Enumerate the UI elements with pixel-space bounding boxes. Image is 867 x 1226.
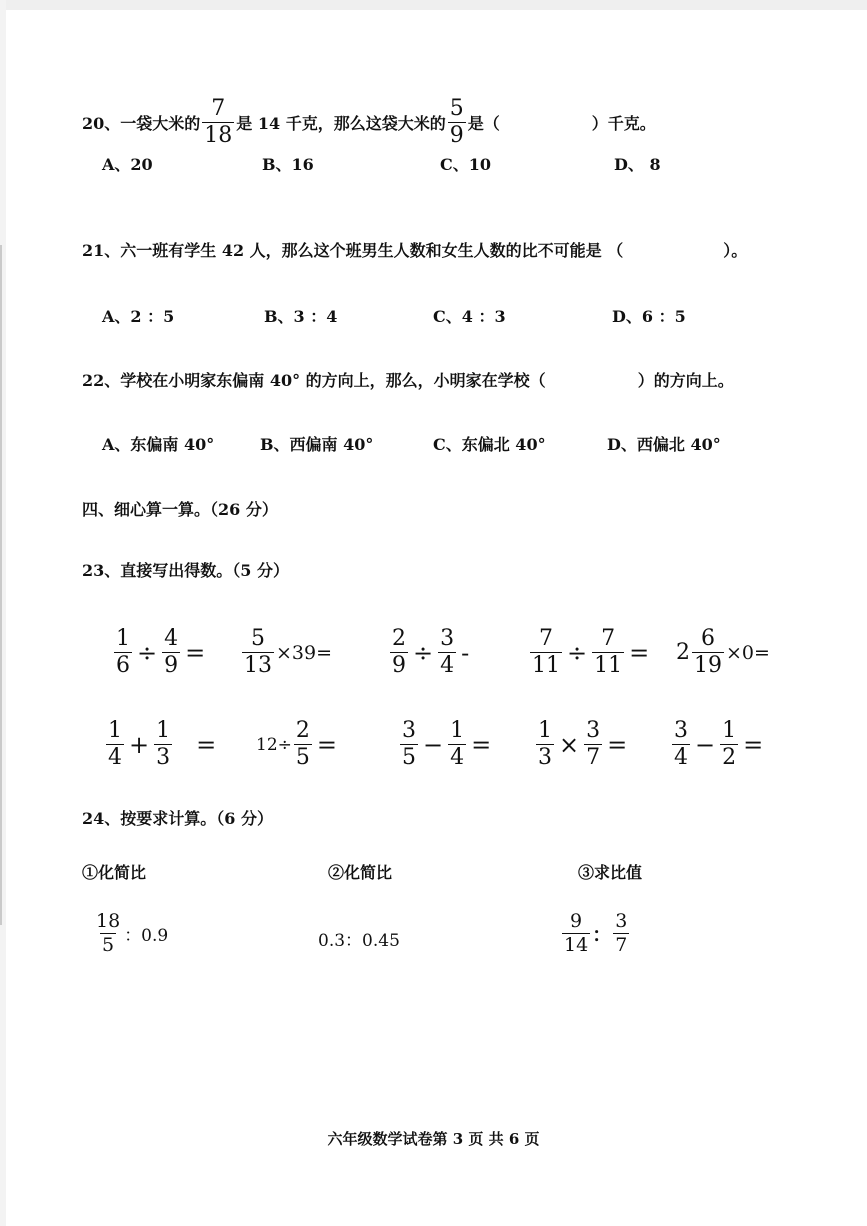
denominator: 6 <box>116 653 130 678</box>
question-20 <box>82 98 656 147</box>
numerator: 7 <box>601 626 616 651</box>
numerator: 3 <box>440 626 455 651</box>
q24-problem-2 <box>318 926 400 951</box>
numerator: 2 <box>392 626 406 651</box>
q20-option-b[interactable]: B、16 <box>262 155 314 174</box>
question-21 <box>82 238 747 261</box>
equals-sign: = <box>185 638 206 667</box>
q20-end: ）千克。 <box>591 114 656 133</box>
numerator: 9 <box>570 910 583 932</box>
numerator: 1 <box>538 718 552 743</box>
q23-item-1 <box>112 628 208 677</box>
q24-problem-1 <box>92 912 168 955</box>
equals-sign: = <box>316 730 337 759</box>
operator: ÷ <box>413 638 434 667</box>
question-22 <box>82 368 734 391</box>
whole-number: 2 <box>676 640 690 665</box>
fraction <box>294 720 312 769</box>
fraction <box>448 720 466 769</box>
fraction <box>162 628 180 677</box>
denominator: 9 <box>392 653 406 678</box>
q24-sub-2: ②化简比 <box>328 863 393 882</box>
denominator: 4 <box>674 745 688 770</box>
operator: + <box>129 730 150 759</box>
denominator: 7 <box>615 934 628 956</box>
denominator: 5 <box>102 934 115 956</box>
q23-item-8 <box>398 720 494 769</box>
denominator: 11 <box>532 653 560 678</box>
fraction <box>584 720 602 769</box>
q20-option-c[interactable]: C、10 <box>440 155 492 174</box>
q20-mid: 是 14 千克，那么这袋大米的 <box>236 114 446 133</box>
fraction <box>562 912 590 955</box>
q22-text: 22、学校在小明家东偏南 40° 的方向上，那么，小明家在学校（ <box>82 371 546 390</box>
operator-text: ×39= <box>276 641 333 664</box>
fraction <box>438 628 456 677</box>
numerator: 1 <box>156 718 171 743</box>
numerator: 5 <box>251 626 265 651</box>
page-footer: 六年级数学试卷第 3 页 共 6 页 <box>327 1130 540 1148</box>
q20-fraction-1 <box>202 98 234 147</box>
q22-option-b[interactable]: B、西偏南 40° <box>260 435 374 454</box>
numerator: 6 <box>701 626 715 651</box>
q23-item-6 <box>104 720 219 769</box>
equals-sign: = <box>607 730 628 759</box>
denominator: 9 <box>164 653 179 678</box>
denominator: 13 <box>244 653 272 678</box>
fraction <box>592 628 624 677</box>
q24-sub-3: ③求比值 <box>578 863 643 882</box>
numerator: 1 <box>108 718 122 743</box>
equals-sign: - <box>461 638 470 667</box>
q20-fraction-2 <box>448 98 466 147</box>
denominator: 11 <box>594 653 623 678</box>
q20-option-d[interactable]: D、 8 <box>614 155 661 174</box>
fraction <box>692 628 724 677</box>
numerator: 2 <box>295 718 310 743</box>
numerator: 3 <box>674 718 688 743</box>
operator-text: ×0= <box>726 641 770 664</box>
numerator: 3 <box>402 718 416 743</box>
numerator: 1 <box>116 626 130 651</box>
equals-sign: = <box>743 730 764 759</box>
q22-end: ）的方向上。 <box>637 371 734 390</box>
q21-text: 21、六一班有学生 42 人，那么这个班男生人数和女生人数的比不可能是 （ <box>82 241 624 260</box>
q23-title: 23、直接写出得数。（5 分） <box>82 561 289 580</box>
q21-option-c[interactable]: C、4 ：3 <box>433 307 506 326</box>
numerator: 7 <box>539 626 553 651</box>
fraction <box>114 628 132 677</box>
q21-option-a[interactable]: A、2 ：5 <box>102 307 175 326</box>
fraction <box>530 628 562 677</box>
operator: ÷ <box>137 638 158 667</box>
fraction <box>390 628 408 677</box>
q24-problem-3 <box>560 912 631 955</box>
q22-option-a[interactable]: A、东偏南 40° <box>102 435 215 454</box>
denominator: 3 <box>156 745 171 770</box>
fraction <box>94 912 122 955</box>
fraction <box>536 720 554 769</box>
denominator: 9 <box>449 123 464 148</box>
q22-option-d[interactable]: D、西偏北 40° <box>607 435 721 454</box>
q23-item-5 <box>676 628 770 677</box>
scan-artifact <box>0 245 2 925</box>
q21-option-d[interactable]: D、6 ：5 <box>612 307 686 326</box>
q22-option-c[interactable]: C、东偏北 40° <box>433 435 546 454</box>
q23-item-10 <box>670 720 766 769</box>
q24-sub-1: ①化简比 <box>82 863 147 882</box>
numerator: 5 <box>449 96 464 121</box>
denominator: 4 <box>108 745 122 770</box>
operator: ÷ <box>567 638 588 667</box>
denominator: 19 <box>694 653 722 678</box>
section-4-heading: 四、细心算一算。（26 分） <box>82 500 278 519</box>
q20-suffix: 是（ <box>467 114 500 133</box>
colon: ： <box>592 924 612 946</box>
q23-item-2 <box>240 628 332 677</box>
numerator: 3 <box>586 718 601 743</box>
numerator: 3 <box>615 910 628 932</box>
denominator: 7 <box>586 745 601 770</box>
q20-prefix: 20、一袋大米的 <box>82 114 201 133</box>
operator: − <box>695 730 716 759</box>
q21-end: ）。 <box>723 241 748 260</box>
denominator: 4 <box>450 745 465 770</box>
q23-item-7 <box>256 720 340 769</box>
operator: × <box>559 730 580 759</box>
denominator: 3 <box>538 745 552 770</box>
fraction <box>613 912 629 955</box>
denominator: 4 <box>440 653 455 678</box>
denominator: 5 <box>295 745 310 770</box>
fraction <box>720 720 738 769</box>
numerator: 7 <box>211 96 226 121</box>
fraction <box>672 720 690 769</box>
numerator: 1 <box>450 718 465 743</box>
fraction <box>242 628 274 677</box>
q23-item-9 <box>534 720 630 769</box>
fraction <box>154 720 172 769</box>
equals-sign: = <box>471 730 492 759</box>
operator: − <box>423 730 444 759</box>
q24-title: 24、按要求计算。（6 分） <box>82 809 273 828</box>
q23-item-4 <box>528 628 652 677</box>
equals-sign: = <box>629 638 650 667</box>
page-top-edge <box>0 0 867 10</box>
numerator: 4 <box>164 626 179 651</box>
denominator: 5 <box>402 745 416 770</box>
q20-option-a[interactable]: A、20 <box>102 155 153 174</box>
denominator: 14 <box>564 934 589 956</box>
numerator: 1 <box>722 718 737 743</box>
denominator: 18 <box>204 123 233 148</box>
denominator: 2 <box>722 745 737 770</box>
ratio-rest: ：0.9 <box>124 926 169 946</box>
numerator: 18 <box>96 910 121 932</box>
fraction <box>400 720 418 769</box>
ratio-text: 0.3：0.45 <box>318 931 400 951</box>
q23-item-3 <box>388 628 472 677</box>
fraction <box>106 720 124 769</box>
prefix-text: 12÷ <box>256 734 292 755</box>
equals-sign: = <box>196 730 217 759</box>
q21-option-b[interactable]: B、3 ：4 <box>264 307 338 326</box>
